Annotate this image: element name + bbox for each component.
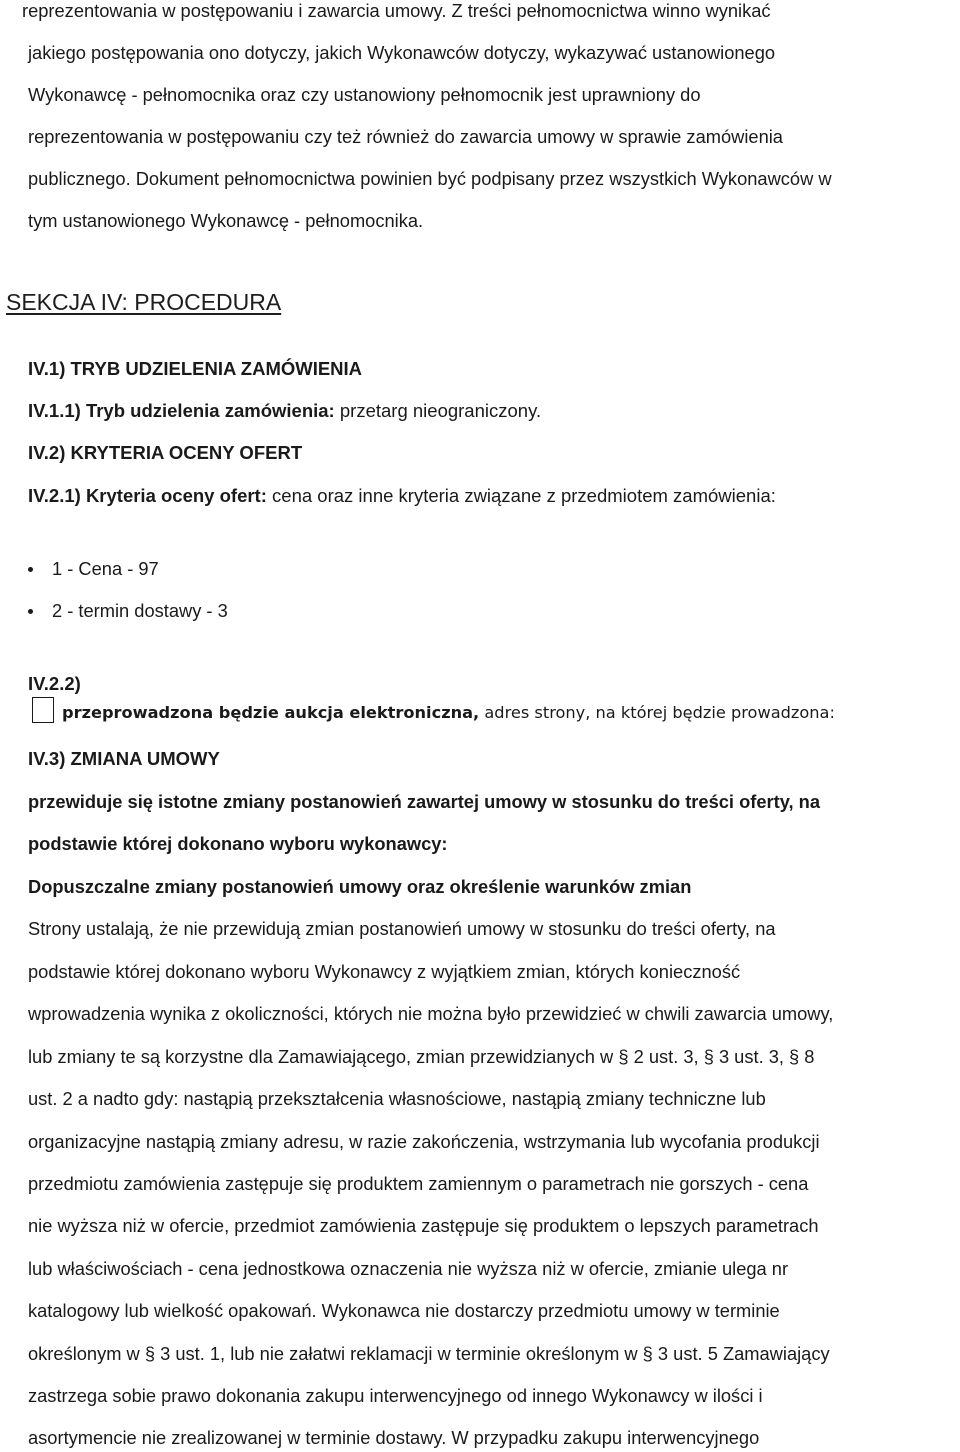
- auction-rest-text: adres strony, na której będzie prowadzona:: [484, 703, 835, 722]
- intro-line-1: reprezentowania w postępowaniu i zawarcia umowy. Z treści pełnomocnictwa winno wynikać: [22, 0, 771, 21]
- iv22-label: IV.2.2): [28, 673, 81, 694]
- changes-body-line-1: Strony ustalają, że nie przewidują zmian postanowień umowy w stosunku do treści oferty, na: [28, 918, 776, 939]
- bullet-icon: [28, 609, 33, 614]
- changes-bold-line-2: podstawie której dokonano wyboru wykonawcy:: [28, 833, 448, 854]
- changes-body-line-7: przedmiotu zamówienia zastępuje się produktem zamiennym o parametrach nie gorszych - cena: [28, 1173, 809, 1194]
- intro-line-2: jakiego postępowania ono dotyczy, jakich Wykonawców dotyczy, wykazywać ustanowionego: [28, 42, 776, 63]
- changes-body-line-13: asortymencie nie zrealizowanej w terminie dostawy. W przypadku zakupu interwencyjnego: [28, 1427, 760, 1448]
- intro-line-6: tym ustanowionego Wykonawcę - pełnomocnika.: [28, 210, 424, 231]
- changes-body-line-10: katalogowy lub wielkość opakowań. Wykonawca nie dostarczy przedmiotu umowy w terminie: [28, 1300, 780, 1321]
- iv1-heading: IV.1) TRYB UDZIELENIA ZAMÓWIENIA: [28, 358, 363, 379]
- iv21-value: cena oraz inne kryteria związane z przedmiotem zamówienia:: [272, 485, 776, 506]
- section-title: SEKCJA IV: PROCEDURA: [6, 289, 282, 315]
- changes-body-line-5: ust. 2 a nadto gdy: nastąpią przekształcenia własnościowe, nastąpią zmiany techniczne lub: [28, 1088, 766, 1109]
- criteria-item-text: 2 - termin dostawy - 3: [52, 600, 228, 621]
- changes-body-line-8: nie wyższa niż w ofercie, przedmiot zamówienia zastępuje się produktem o lepszych parametrach: [28, 1215, 819, 1236]
- intro-line-3: Wykonawcę - pełnomocnika oraz czy ustanowiony pełnomocnik jest uprawniony do: [28, 84, 701, 105]
- iv11-label: IV.1.1) Tryb udzielenia zamówienia:: [28, 400, 335, 421]
- changes-body-line-11: określonym w § 3 ust. 1, lub nie załatwi reklamacji w terminie określonym w § 3 ust. 5 Zamawiający: [28, 1343, 830, 1364]
- iv11-value: przetarg nieograniczony.: [339, 400, 542, 421]
- auction-line: [62, 702, 835, 724]
- iv11-row: [28, 400, 541, 422]
- changes-body-line-9: lub właściwościach - cena jednostkowa oznaczenia nie wyższa niż w ofercie, zmianie ulega nr: [28, 1258, 789, 1279]
- intro-line-4: reprezentowania w postępowaniu czy też również do zawarcia umowy w sprawie zamówienia: [28, 126, 783, 147]
- changes-bold-line-1: przewiduje się istotne zmiany postanowień zawartej umowy w stosunku do treści oferty, na: [28, 791, 821, 812]
- iv21-row: [28, 485, 776, 507]
- auction-bold-text: przeprowadzona będzie aukcja elektroniczna,: [62, 703, 480, 722]
- changes-body-line-6: organizacyjne nastąpią zmiany adresu, w razie zakończenia, wstrzymania lub wycofania produkcji: [28, 1131, 820, 1152]
- changes-body-line-2: podstawie której dokonano wyboru Wykonawcy z wyjątkiem zmian, których konieczność: [28, 961, 741, 982]
- bullet-icon: [28, 567, 33, 572]
- criteria-item-text: 1 - Cena - 97: [52, 558, 159, 579]
- changes-body-line-4: lub zmiany te są korzystne dla Zamawiającego, zmian przewidzianych w § 2 ust. 3, § 3 ust. 3, § 8: [28, 1046, 815, 1067]
- iv2-heading: IV.2) KRYTERIA OCENY OFERT: [28, 442, 303, 463]
- changes-body-line-12: zastrzega sobie prawo dokonania zakupu interwencyjnego od innego Wykonawcy w ilości i: [28, 1385, 763, 1406]
- iv21-label: IV.2.1) Kryteria oceny ofert:: [28, 485, 267, 506]
- intro-line-5: publicznego. Dokument pełnomocnictwa powinien być podpisany przez wszystkich Wykonawców w: [28, 168, 832, 189]
- iv3-heading: IV.3) ZMIANA UMOWY: [28, 748, 220, 769]
- auction-checkbox[interactable]: [32, 697, 54, 723]
- changes-body-line-3: wprowadzenia wynika z okoliczności, których nie można było przewidzieć w chwili zawarcia umowy,: [28, 1003, 834, 1024]
- changes-bold-line-3: Dopuszczalne zmiany postanowień umowy oraz określenie warunków zmian: [28, 876, 692, 897]
